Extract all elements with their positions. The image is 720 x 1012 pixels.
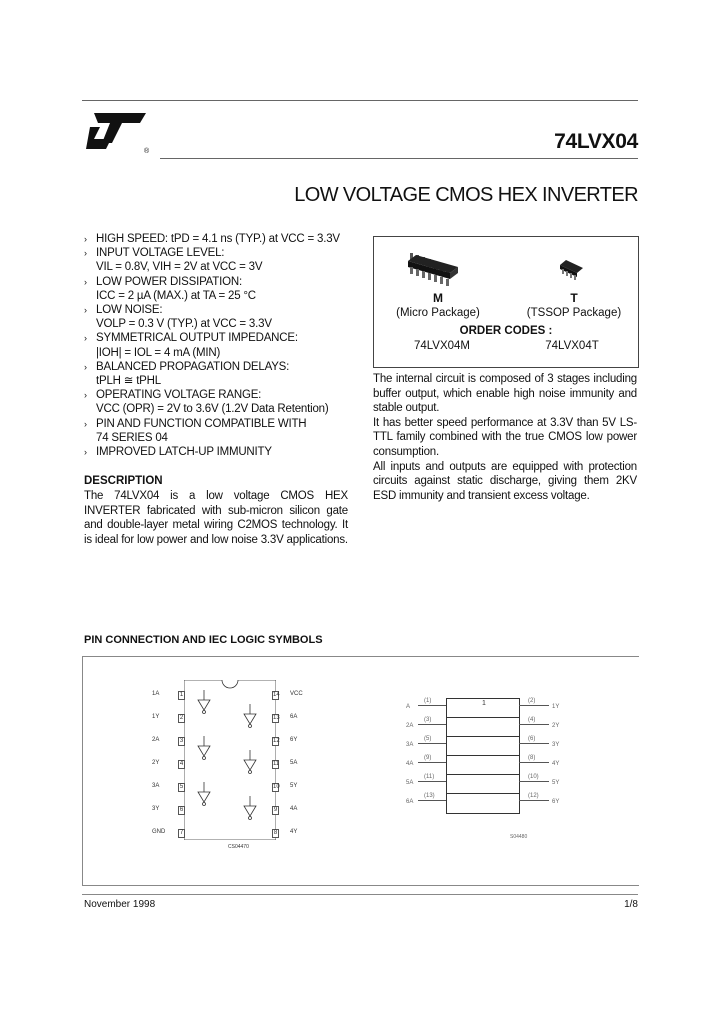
pin-number-left: 4 [179, 761, 184, 767]
iec-input-signal: 5A [406, 780, 414, 786]
micro-package-letter: M [433, 291, 443, 305]
pin-name-left: 2A [152, 737, 160, 743]
pin-name-right: 5Y [290, 783, 298, 789]
iec-output-pin: (10) [528, 774, 539, 780]
iec-output-line [519, 800, 549, 801]
iec-input-signal: 4A [406, 761, 414, 767]
pin-name-left: 2Y [152, 760, 160, 766]
dip-diagram [140, 676, 330, 856]
iec-row-divider [446, 793, 519, 794]
feature-detail: VOLP = 0.3 V (TYP.) at VCC = 3.3V [96, 318, 272, 331]
order-codes-heading: ORDER CODES : [459, 325, 553, 337]
feature-detail: ICC = 2 µA (MAX.) at TA = 25 °C [96, 289, 256, 302]
pin-name-right: 5A [290, 760, 298, 766]
feature-detail: VCC (OPR) = 2V to 3.6V (1.2V Data Retention) [96, 403, 329, 416]
features-list [84, 232, 364, 459]
iec-input-line [418, 724, 446, 725]
feature-item: › IMPROVED LATCH-UP IMMUNITY [84, 445, 364, 459]
iec-row-divider [446, 755, 519, 756]
iec-input-pin: (5) [424, 736, 432, 742]
internal-circuit-paragraph: The internal circuit is composed of 3 stages including buffer output, which enable high noise immunity and stable output. [373, 373, 637, 415]
feature-item: › LOW NOISE: [84, 303, 364, 317]
iec-output-pin: (6) [528, 736, 536, 742]
pin-number-right: 10 [273, 784, 280, 790]
iec-output-pin: (8) [528, 755, 536, 761]
tssop-package-letter: T [570, 291, 578, 305]
part-number: 74LVX04 [554, 130, 638, 153]
iec-input-line [418, 781, 446, 782]
iec-output-signal: 6Y [552, 799, 560, 805]
footer-page: 1/8 [624, 899, 638, 910]
iec-output-line [519, 781, 549, 782]
header-top-rule [82, 100, 638, 101]
pin-number-right: 13 [273, 715, 280, 721]
protection-paragraph: All inputs and outputs are equipped with protection circuits against static discharge, giving them 2KV ESD immunity and transient excess voltage. [373, 460, 637, 502]
order-code-t: 74LVX04T [545, 340, 599, 352]
iec-output-signal: 3Y [552, 742, 560, 748]
iec-output-pin: (12) [528, 793, 539, 799]
pin-name-right: 6A [290, 714, 298, 720]
st-logo [84, 109, 160, 155]
iec-input-pin: (13) [424, 793, 435, 799]
pin-section-heading: PIN CONNECTION AND IEC LOGIC SYMBOLS [84, 634, 323, 646]
iec-output-line [519, 762, 549, 763]
iec-input-line [418, 762, 446, 763]
description-heading: DESCRIPTION [84, 475, 163, 487]
iec-output-pin: (4) [528, 717, 536, 723]
iec-input-signal: 3A [406, 742, 414, 748]
iec-input-line [418, 800, 446, 801]
pin-number-left: 7 [179, 830, 184, 836]
feature-item: › SYMMETRICAL OUTPUT IMPEDANCE: [84, 331, 364, 345]
iec-output-line [519, 724, 549, 725]
pin-number-left: 3 [179, 738, 184, 744]
dip-body-icon [184, 680, 276, 840]
tssop-package-name: (TSSOP Package) [526, 307, 622, 319]
iec-output-line [519, 705, 549, 706]
right-description [373, 372, 637, 503]
pin-name-left: 3A [152, 783, 160, 789]
footer-date: November 1998 [84, 899, 156, 910]
pin-name-left: 1Y [152, 714, 160, 720]
pin-name-right: 6Y [290, 737, 298, 743]
pin-number-right: 14 [273, 692, 280, 698]
pin-number-left: 6 [179, 807, 184, 813]
feature-detail: |IOH| = IOL = 4 mA (MIN) [96, 346, 221, 359]
registered-mark: ® [144, 148, 150, 155]
pin-name-right: VCC [290, 691, 303, 697]
header-mid-rule [160, 158, 638, 159]
pin-number-left: 5 [179, 784, 184, 790]
pin-name-right: 4Y [290, 829, 298, 835]
pin-number-right: 8 [273, 830, 278, 836]
speed-performance-paragraph: It has better speed performance at 3.3V than 5V LS-TTL family combined with the true CMOS low power consumption. [373, 416, 637, 458]
iec-output-signal: 1Y [552, 704, 560, 710]
iec-output-signal: 2Y [552, 723, 560, 729]
iec-row-divider [446, 774, 519, 775]
feature-item: › LOW POWER DISSIPATION: [84, 275, 364, 289]
iec-output-pin: (2) [528, 698, 536, 704]
feature-item: › PIN AND FUNCTION COMPATIBLE WITH [84, 417, 364, 431]
iec-output-line [519, 743, 549, 744]
pin-number-left: 1 [179, 692, 184, 698]
iec-output-signal: 5Y [552, 780, 560, 786]
pin-name-left: 3Y [152, 806, 160, 812]
pin-number-right: 12 [273, 738, 280, 744]
iec-input-pin: (11) [424, 774, 435, 780]
feature-item: › BALANCED PROPAGATION DELAYS: [84, 360, 364, 374]
iec-input-signal: A [406, 704, 411, 710]
tssop-package-chip-icon [557, 255, 587, 283]
pin-name-left: GND [152, 829, 166, 835]
feature-item: › OPERATING VOLTAGE RANGE: [84, 388, 364, 402]
pin-number-left: 2 [179, 715, 184, 721]
feature-detail: 74 SERIES 04 [96, 431, 168, 444]
pin-name-right: 4A [290, 806, 298, 812]
description-text: The 74LVX04 is a low voltage CMOS HEX INVERTER fabricated with sub-micron silicon gate and double-layer metal wiring C2MOS technology. It is ideal for low power and low noise 3.3V applications. [84, 490, 348, 546]
pin-number-right: 9 [273, 807, 278, 813]
micro-package-chip-icon [404, 247, 464, 289]
iec-input-pin: (1) [424, 698, 432, 704]
iec-input-signal: 2A [406, 723, 414, 729]
iec-row-divider [446, 736, 519, 737]
iec-row-divider [446, 717, 519, 718]
document-title: LOW VOLTAGE CMOS HEX INVERTER [294, 184, 638, 206]
footer-rule [82, 894, 638, 895]
iec-input-signal: 6A [406, 799, 414, 805]
feature-item: › INPUT VOLTAGE LEVEL: [84, 246, 364, 260]
package-box [373, 236, 639, 368]
feature-detail: tPLH ≅ tPHL [96, 375, 161, 388]
order-code-m: 74LVX04M [413, 340, 471, 352]
iec-input-pin: (9) [424, 755, 432, 761]
iec-block [446, 698, 520, 814]
iec-output-signal: 4Y [552, 761, 560, 767]
iec-input-line [418, 705, 446, 706]
features-list-container [84, 232, 364, 459]
iec-code: S04480 [510, 834, 528, 840]
iec-input-pin: (3) [424, 717, 432, 723]
iec-logic-symbol [400, 694, 580, 844]
micro-package-name: (Micro Package) [396, 307, 480, 319]
chip-code: CS04470 [228, 844, 249, 850]
feature-item: › HIGH SPEED: tPD = 4.1 ns (TYP.) at VCC = 3.3V [84, 232, 364, 246]
pin-name-left: 1A [152, 691, 160, 697]
st-logo-icon [84, 109, 160, 155]
iec-block-label: 1 [482, 700, 486, 707]
feature-detail: VIL = 0.8V, VIH = 2V at VCC = 3V [96, 261, 263, 274]
pin-number-right: 11 [273, 761, 280, 767]
iec-input-line [418, 743, 446, 744]
